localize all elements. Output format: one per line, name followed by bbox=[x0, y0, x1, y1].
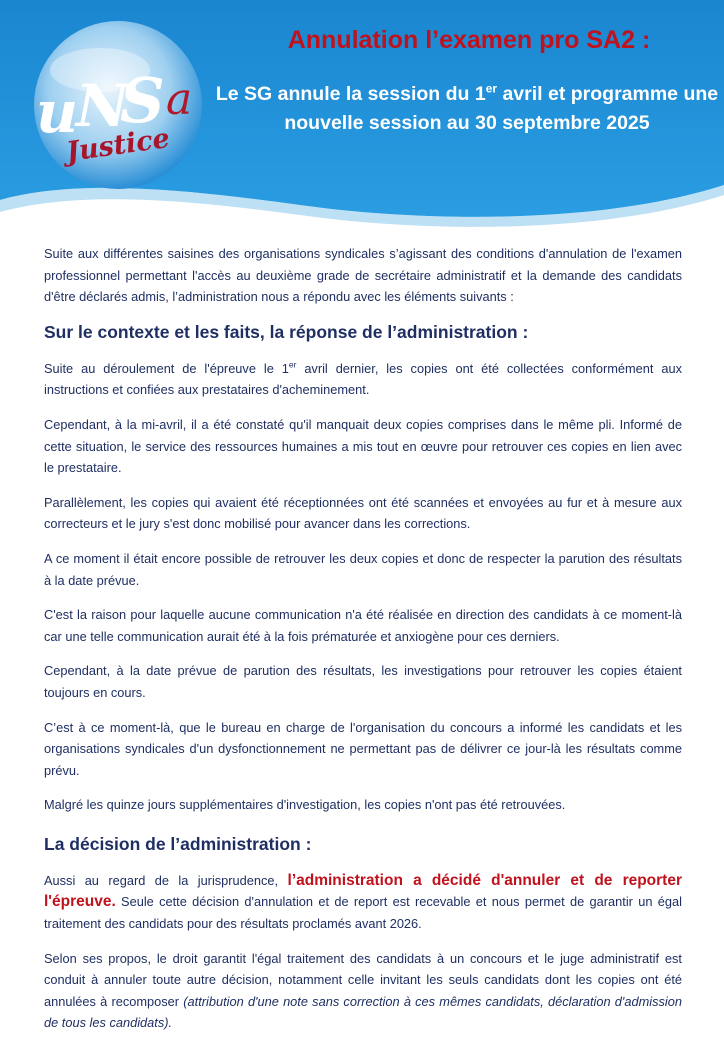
highlighted-decision: l’administration a décidé d'annuler et de reporter l'épreuve. bbox=[44, 871, 683, 911]
logo-letter-a: a bbox=[166, 74, 193, 125]
unsa-justice-logo bbox=[28, 64, 198, 188]
paragraph: Aussi au regard de la jurisprudence, l’administration a décidé d'annuler et de reporter l'épreuve. Seule cette décision d'annulation et de report est recevable et nous permet de garantir un égal traitement des candidats pour des résultats proclamés avant 2026. bbox=[44, 871, 683, 932]
page-subtitle: Le SG annule la session du 1er avril et programme une nouvelle session au 30 septembre 2025 bbox=[215, 81, 719, 134]
intro-paragraph: Suite aux différentes saisines des organisations syndicales s’agissant des conditions d'annulation de l'examen professionnel permettant l'accès au deuxième grade de secrétaire administratif et la demande des candidats d'être déclarés admis, l’administration nous a répondu avec les éléments suivants : bbox=[44, 246, 682, 305]
logo-justice-text: Justice bbox=[64, 122, 172, 169]
page-title: Annulation l’examen pro SA2 : bbox=[287, 26, 651, 54]
paragraph: Cependant, à la date prévue de parution des résultats, les investigations pour retrouver les copies étaient toujours en cours. bbox=[44, 663, 682, 700]
paragraph: Cependant, à la mi-avril, il a été constaté qu'il manquait deux copies comprises dans le même pli. Informé de cette situation, le service des ressources humaines a mis tout en œuvre pour retrouver ces copies en lien avec le prestataire. bbox=[44, 416, 682, 476]
paragraph: Selon ses propos, le droit garantit l'égal traitement des candidats à un concours et le juge administratif est conduit à annuler toute autre décision, notamment celle invitant les seuls candidats dont les copies ont été annulées à recomposer (attribution d'une note sans correction à ces mêmes candidats, déclaration d'admission de tous les candidats). bbox=[44, 950, 682, 1031]
paragraph: Malgré les quinze jours supplémentaires d'investigation, les copies n'ont pas été retrouvées. bbox=[44, 797, 566, 813]
paragraph: C'est la raison pour laquelle aucune communication n'a été réalisée en direction des candidats à ce moment-là car une telle communication aurait été à la fois prématurée et anxiogène pour ces derniers. bbox=[44, 607, 682, 644]
logo-letter-u: u bbox=[36, 78, 79, 146]
document-body bbox=[44, 243, 682, 1047]
paragraph: C’est à ce moment-là, que le bureau en charge de l'organisation du concours a informé les candidats et les organisations syndicales d'un dysfonctionnement ne permettant pas de délivrer ce jour-là les résultats comme prévu. bbox=[44, 719, 682, 778]
section-heading-contexte: Sur le contexte et les faits, la réponse de l’administration : bbox=[44, 321, 529, 342]
paragraph: Suite au déroulement de l'épreuve le 1er avril dernier, les copies ont été collectées conformément aux instructions et confiées aux prestataires d'acheminement. bbox=[44, 359, 682, 398]
paragraph: Parallèlement, les copies qui avaient été réceptionnées ont été scannées et envoyées au fur et à mesure aux correcteurs et le jury s'est donc mobilisé pour avancer dans les corrections. bbox=[44, 494, 682, 532]
paragraph: A ce moment il était encore possible de retrouver les deux copies et donc de respecter la parution des résultats à la date prévue. bbox=[44, 550, 682, 588]
section-heading-decision: La décision de l’administration : bbox=[44, 833, 312, 854]
logo-letter-n: N bbox=[76, 72, 130, 140]
logo-letter-s: S bbox=[120, 64, 165, 137]
